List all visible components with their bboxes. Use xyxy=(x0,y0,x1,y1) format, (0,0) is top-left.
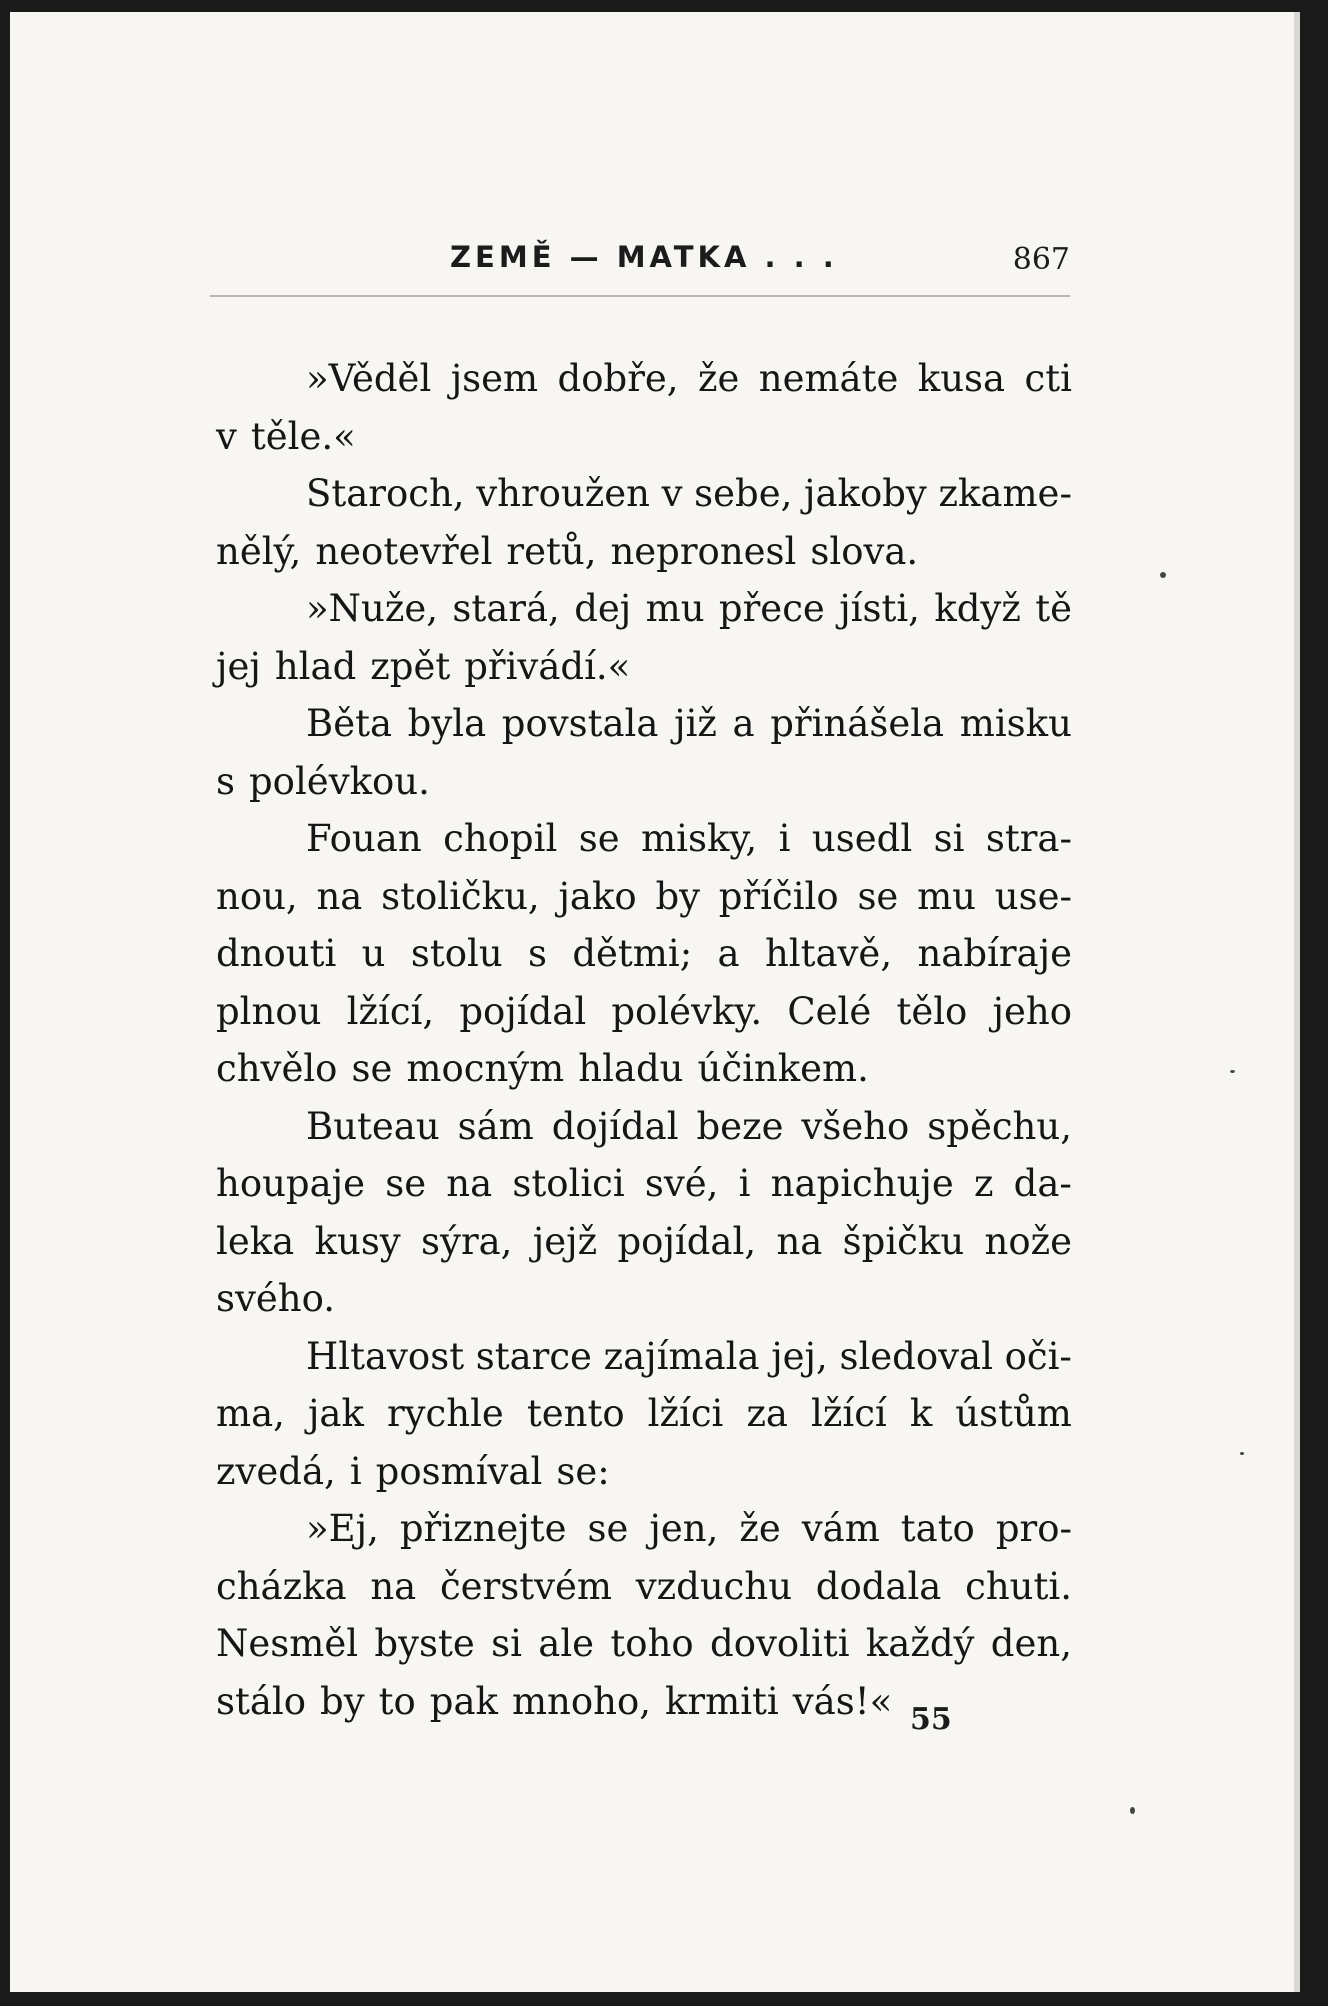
text-line: cházka na čerstvém vzduchu dodala chuti. xyxy=(216,1564,1072,1608)
text-line: svého. xyxy=(216,1277,336,1320)
paper-speck xyxy=(1230,1070,1235,1073)
text-line: ma, jak rychle tento lžíci za lžící k ústům xyxy=(216,1392,1072,1435)
paper-speck xyxy=(1240,1452,1244,1455)
book-page xyxy=(10,12,1300,1992)
text-line: Staroch, vhroužen v sebe, jakoby zkame- xyxy=(306,472,1072,515)
text-line: dnouti u stolu s dětmi; a hltavě, nabíraje xyxy=(216,932,1072,975)
text-line: Hltavost starce zajímala jej, sledoval oči- xyxy=(306,1334,1072,1378)
text-line: stálo by to pak mnoho, krmiti vás!« xyxy=(216,1679,893,1723)
signature-mark: 55 xyxy=(910,1702,952,1737)
text-line: nělý, neotevřel retů, nepronesl slova. xyxy=(216,529,919,573)
paper-speck xyxy=(1130,1807,1135,1814)
text-line: chvělo se mocným hladu účinkem. xyxy=(216,1047,869,1090)
text-line: Běta byla povstala již a přinášela misku xyxy=(306,702,1072,745)
text-line: houpaje se na stolici své, i napichuje z da- xyxy=(216,1162,1072,1205)
text-line: s polévkou. xyxy=(216,759,430,803)
text-line: Nesměl byste si ale toho dovoliti každý den, xyxy=(216,1622,1072,1665)
text-line: v těle.« xyxy=(216,414,356,458)
text-body xyxy=(216,350,1072,1730)
text-line: »Věděl jsem dobře, že nemáte kusa cti xyxy=(306,357,1072,400)
text-line: zvedá, i posmíval se: xyxy=(216,1449,610,1493)
page-number: 867 xyxy=(1012,242,1070,277)
text-line: leka kusy sýra, jejž pojídal, na špičku nože xyxy=(216,1219,1072,1263)
running-header xyxy=(210,240,1070,290)
text-line: nou, na stoličku, jako by příčilo se mu use- xyxy=(216,874,1072,918)
text-line: Fouan chopil se misky, i usedl si stra- xyxy=(306,817,1072,860)
text-line: Buteau sám dojídal beze všeho spěchu, xyxy=(306,1104,1072,1148)
text-line: »Nuže, stará, dej mu přece jísti, když tě xyxy=(306,587,1072,630)
text-line: plnou lžící, pojídal polévky. Celé tělo jeho xyxy=(216,989,1072,1033)
page-edge xyxy=(1294,12,1300,1992)
paper-speck xyxy=(1160,572,1166,578)
text-line: jej hlad zpět přivádí.« xyxy=(216,644,631,688)
text-line: »Ej, přiznejte se jen, že vám tato pro- xyxy=(306,1507,1072,1550)
header-rule xyxy=(210,295,1070,297)
running-title: ZEMĚ — MATKA . . . xyxy=(450,240,838,274)
